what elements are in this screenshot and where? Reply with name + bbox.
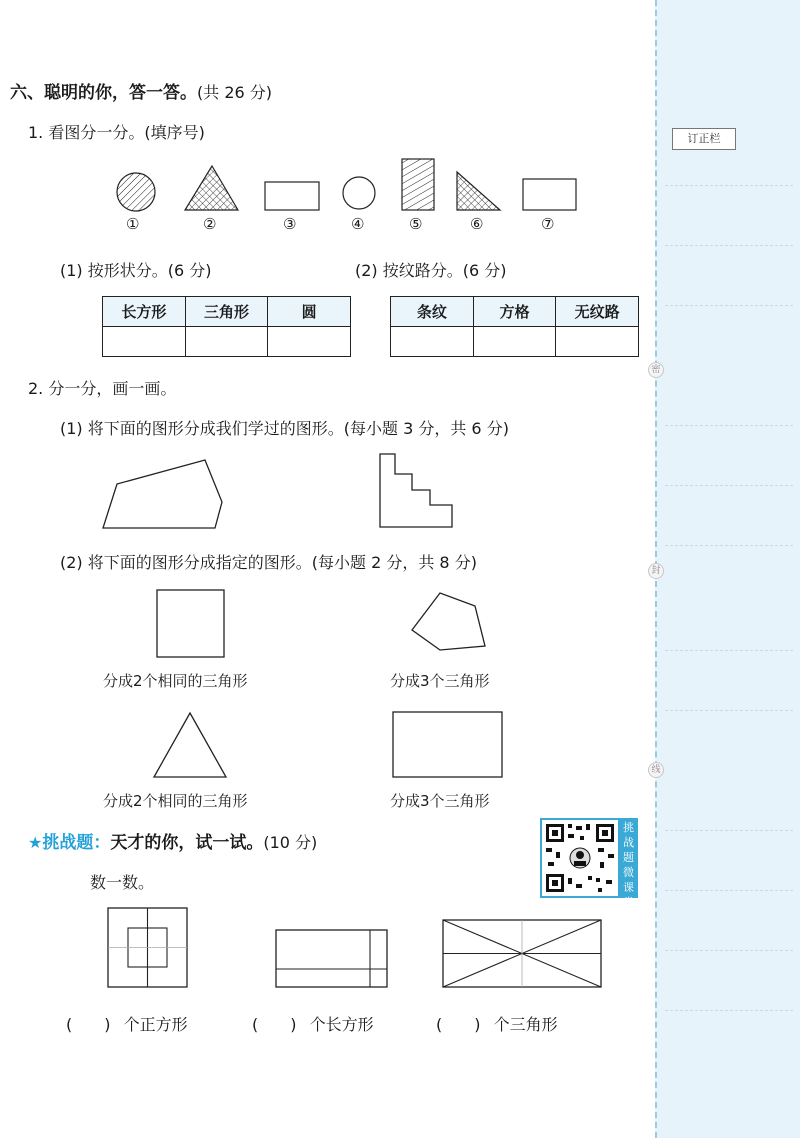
table-header: 方格: [473, 297, 556, 327]
q2-title: 2. 分一分，画一画。: [28, 379, 177, 398]
margin-rule: [665, 545, 793, 546]
correction-label: 订正栏: [672, 128, 736, 150]
shape-label: ②: [203, 215, 217, 233]
margin-rule: [665, 305, 793, 306]
answer-cell[interactable]: [473, 327, 556, 357]
q2-sub1-shapes: [95, 450, 475, 535]
shape-label: ①: [126, 215, 140, 233]
shape-label: ③: [283, 215, 297, 233]
table-header: 三角形: [185, 297, 268, 327]
square: [157, 590, 224, 657]
margin-rule: [665, 485, 793, 486]
shape-2-checkered-triangle: [185, 166, 238, 210]
pentagon: [412, 593, 485, 650]
q1-sub2-label: (2) 按纹路分。(6 分): [355, 261, 507, 280]
answer-cell[interactable]: [556, 327, 639, 357]
shape-sort-table: [102, 296, 351, 357]
margin-rule: [665, 710, 793, 711]
shape-7-rectangle: [523, 179, 576, 210]
table-header: 无纹路: [556, 297, 639, 327]
seal-mark: 密: [648, 362, 664, 378]
answer-cell[interactable]: [103, 327, 186, 357]
margin-rule: [665, 830, 793, 831]
qr-code-pattern-icon: [540, 818, 620, 898]
margin-rule: [665, 185, 793, 186]
challenge-label: 挑战题：: [42, 833, 111, 853]
margin-rule: [665, 1010, 793, 1011]
q2-sub2-label: (2) 将下面的图形分成指定的图形。(每小题 2 分，共 8 分): [60, 553, 477, 572]
table-header: 圆: [268, 297, 351, 327]
staircase-shape: [380, 454, 452, 527]
shape-label: ⑤: [409, 215, 423, 233]
answer-cell[interactable]: [185, 327, 268, 357]
shape-label: ④: [351, 215, 365, 233]
section-title: 六、聪明的你，答一答。: [10, 83, 197, 103]
triangle: [154, 713, 226, 777]
shape-1-striped-circle: [117, 173, 155, 211]
shape-label: ⑦: [541, 215, 555, 233]
table-header: 长方形: [103, 297, 186, 327]
margin-rule: [665, 890, 793, 891]
answer-squares[interactable]: ( ) 个正方形: [66, 1015, 188, 1034]
rectangle: [393, 712, 502, 777]
q1-sub1-label: (1) 按形状分。(6 分): [60, 261, 212, 280]
answer-cell[interactable]: [268, 327, 351, 357]
shape-3-rectangle: [265, 182, 319, 210]
seal-mark: 封: [648, 563, 664, 579]
shape-4-circle: [343, 177, 375, 209]
challenge-score: (10 分): [263, 833, 318, 852]
margin-rule: [665, 245, 793, 246]
caption: 分成2个相同的三角形: [103, 672, 248, 690]
correction-margin: [655, 0, 800, 1138]
qr-code[interactable]: [540, 818, 638, 909]
counting-figures: [100, 900, 610, 995]
q2-sub1-label: (1) 将下面的图形分成我们学过的图形。(每小题 3 分，共 6 分): [60, 419, 509, 438]
shape-6-checkered-triangle: [457, 172, 500, 210]
answer-triangles[interactable]: ( ) 个三角形: [436, 1015, 558, 1034]
q1-title: 1. 看图分一分。(填序号): [28, 123, 205, 142]
margin-rule: [665, 650, 793, 651]
pattern-sort-table: [390, 296, 639, 357]
caption: 分成2个相同的三角形: [103, 792, 248, 810]
answer-cell[interactable]: [391, 327, 474, 357]
irregular-pentagon: [103, 460, 222, 528]
qr-caption: 挑战题微课堂: [623, 821, 634, 909]
caption: 分成3个三角形: [390, 672, 490, 690]
answer-rectangles[interactable]: ( ) 个长方形: [252, 1015, 374, 1034]
seal-mark: 线: [648, 762, 664, 778]
section-header: [10, 78, 272, 103]
margin-rule: [665, 950, 793, 951]
instruction: 数一数。: [90, 873, 155, 892]
shape-label: ⑥: [470, 215, 484, 233]
table-header: 条纹: [391, 297, 474, 327]
shape-5-striped-rectangle: [402, 159, 434, 210]
star-icon: ★: [28, 833, 43, 852]
q1-shapes: [100, 150, 600, 240]
challenge-header: [28, 828, 317, 853]
margin-rule: [665, 425, 793, 426]
section-score: (共 26 分): [197, 83, 273, 102]
caption: 分成3个三角形: [390, 792, 490, 810]
challenge-title: 天才的你，试一试。: [110, 833, 264, 853]
